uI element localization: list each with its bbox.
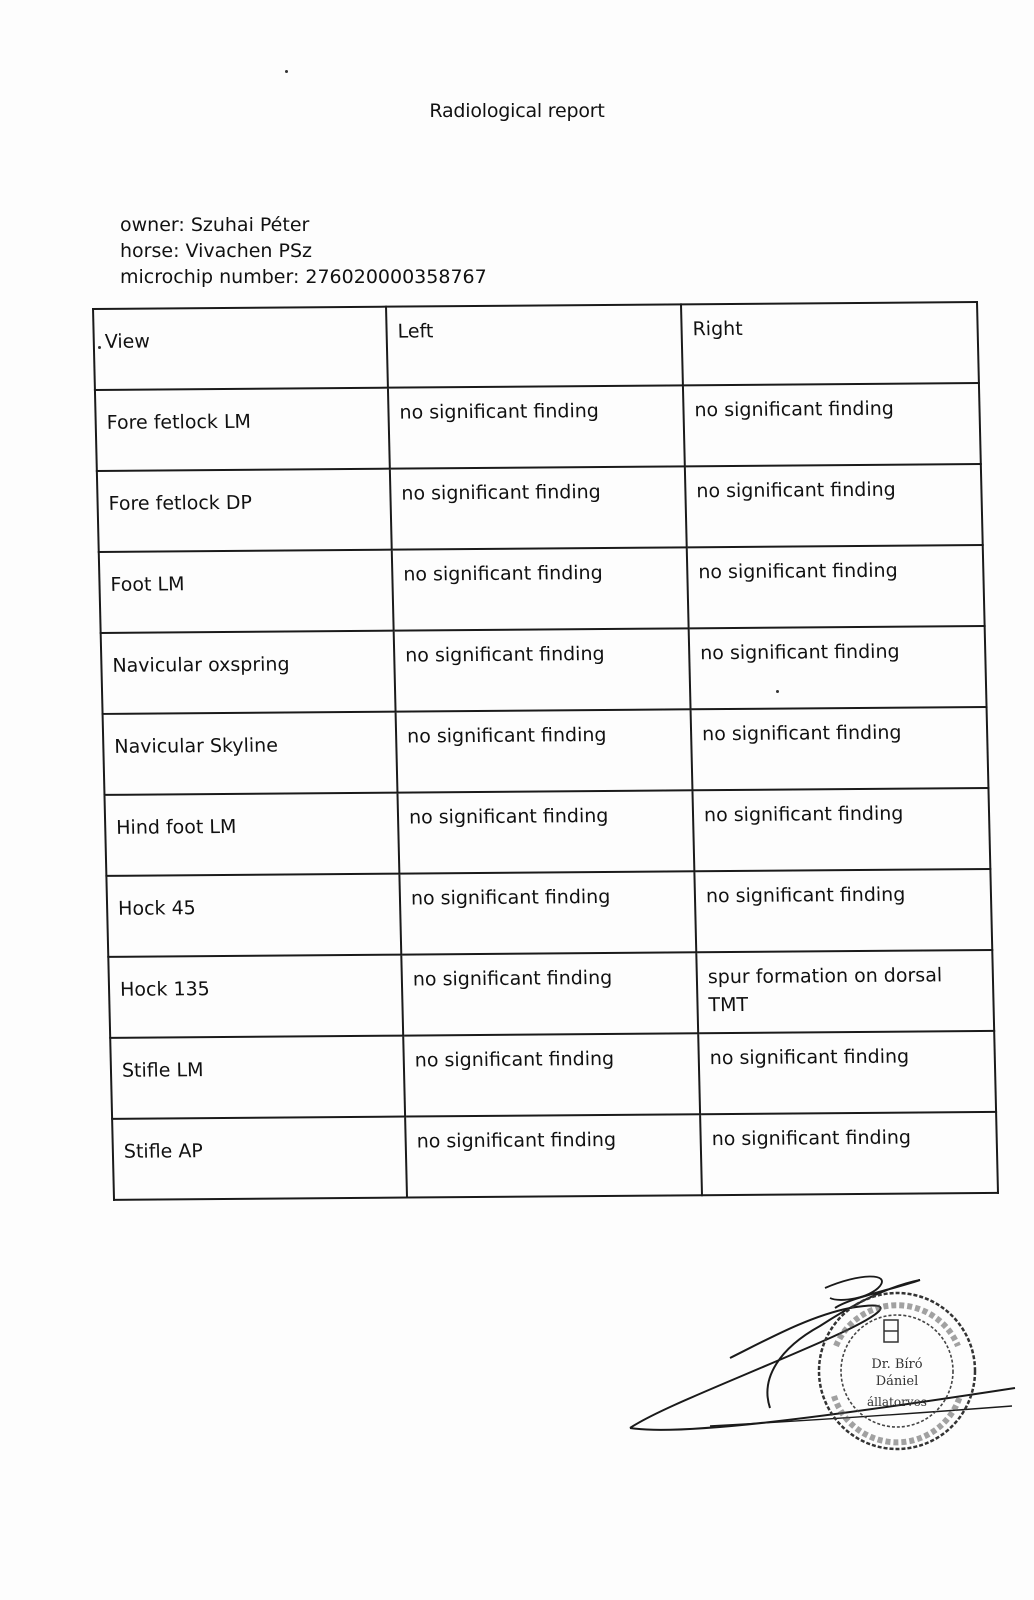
view-cell: Hock 45 <box>106 874 401 957</box>
left-cell: no significant finding <box>390 466 687 549</box>
right-cell: no significant finding <box>691 707 989 790</box>
owner-line: owner: Szuhai Péter <box>120 214 310 236</box>
header-left: Left <box>386 304 683 387</box>
left-cell: no significant finding <box>394 628 691 711</box>
table-row <box>103 707 989 795</box>
left-cell: no significant finding <box>392 547 689 630</box>
view-cell: Stifle AP <box>112 1117 407 1200</box>
view-cell: Hock 135 <box>108 955 403 1038</box>
right-cell: no significant finding <box>687 545 985 628</box>
left-cell: no significant finding <box>403 1033 700 1116</box>
left-cell: no significant finding <box>401 952 698 1035</box>
table-row <box>106 869 992 957</box>
right-cell: spur formation on dorsal TMT <box>696 950 994 1033</box>
view-cell: Stifle LM <box>110 1036 405 1119</box>
table-header-row <box>93 302 979 390</box>
left-cell: no significant finding <box>405 1114 702 1197</box>
table-row <box>101 626 987 714</box>
left-cell: no significant finding <box>388 385 685 468</box>
findings-table <box>92 301 999 1201</box>
right-cell: no significant finding <box>700 1112 998 1195</box>
stamp-line-1: Dr. Bíró <box>871 1357 923 1372</box>
left-cell: no significant finding <box>397 790 694 873</box>
table-row <box>112 1112 998 1200</box>
table-row <box>110 1031 996 1119</box>
header-view: View <box>93 307 388 390</box>
horse-line: horse: Vivachen PSz <box>120 240 313 262</box>
right-cell: no significant finding <box>698 1031 996 1114</box>
microchip-line: microchip number: 276020000358767 <box>120 266 487 288</box>
view-cell: Hind foot LM <box>104 793 399 876</box>
official-seal-icon <box>812 1286 982 1456</box>
scan-speck <box>285 70 288 73</box>
left-cell: no significant finding <box>396 709 693 792</box>
stamp-line-3: állatorvos <box>867 1395 927 1409</box>
view-cell: Navicular oxspring <box>101 631 396 714</box>
stamp-line-2: Dániel <box>875 1374 919 1389</box>
view-cell: Foot LM <box>99 550 394 633</box>
left-cell: no significant finding <box>399 871 696 954</box>
view-cell: Fore fetlock DP <box>97 469 392 552</box>
right-cell: no significant finding <box>692 788 990 871</box>
view-cell: Fore fetlock LM <box>95 388 390 471</box>
right-cell: no significant finding <box>694 869 992 952</box>
report-metadata <box>120 212 487 290</box>
header-right: Right <box>681 302 979 385</box>
table-row <box>95 383 981 471</box>
right-cell: no significant finding <box>689 626 987 709</box>
table-row <box>99 545 985 633</box>
table-row <box>104 788 990 876</box>
report-title: Radiological report <box>429 100 605 122</box>
table-row <box>97 464 983 552</box>
right-cell: no significant finding <box>685 464 983 547</box>
findings-table-wrapper <box>92 301 997 1201</box>
table-row <box>108 950 994 1038</box>
right-cell: no significant finding <box>683 383 981 466</box>
view-cell: Navicular Skyline <box>103 712 398 795</box>
